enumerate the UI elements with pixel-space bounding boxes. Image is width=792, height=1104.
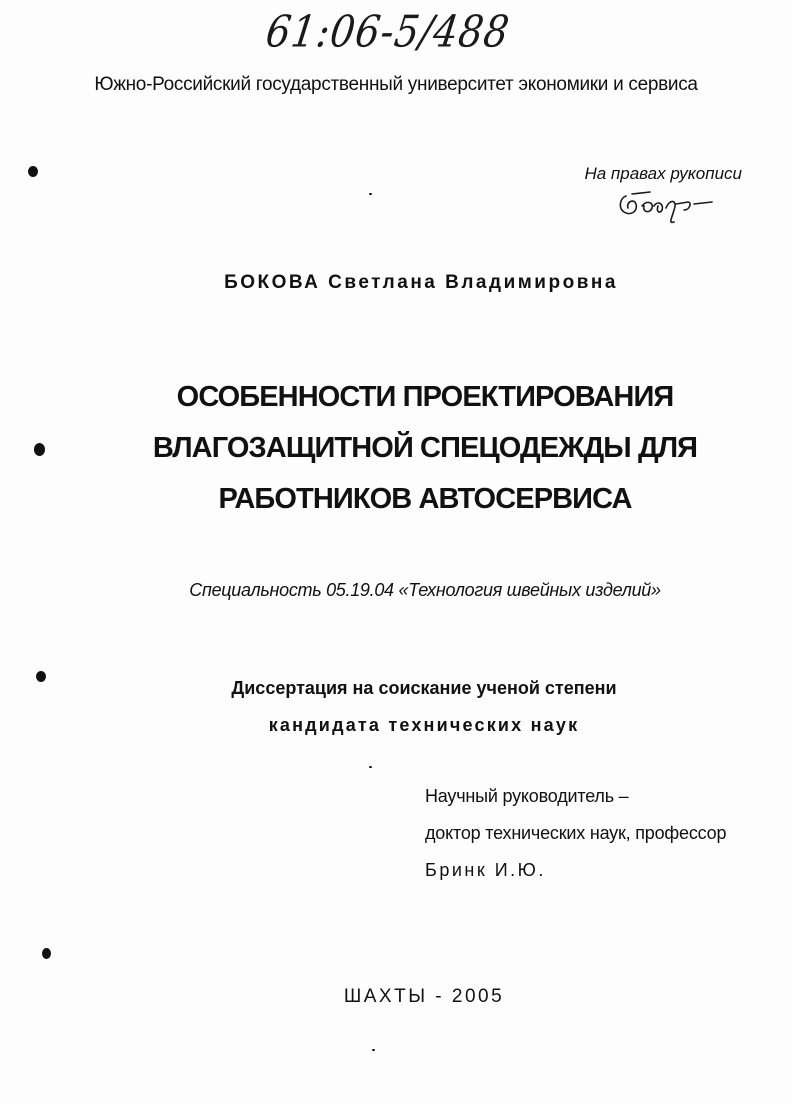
degree-statement (0, 670, 792, 744)
specialty-line: Специальность 05.19.04 «Технология швейных изделий» (189, 580, 661, 600)
title-line: РАБОТНИКОВ АВТОСЕРВИСА (218, 483, 632, 515)
supervisor-block (425, 778, 726, 889)
scan-speck (369, 193, 372, 195)
supervisor-role: Научный руководитель – (425, 786, 629, 806)
supervisor-credentials: доктор технических наук, профессор (425, 823, 727, 843)
degree-line-2: кандидата технических наук (268, 715, 580, 735)
author-signature (612, 184, 722, 237)
city-year: ШАХТЫ - 2005 (343, 986, 505, 1007)
scan-speck (28, 166, 38, 177)
manuscript-rights-note: На правах рукописи (584, 164, 742, 183)
archive-code: 61:06-5/488 (262, 6, 513, 57)
scan-speck (369, 766, 372, 768)
degree-line-1: Диссертация на соискание ученой степени (231, 678, 617, 698)
author-name: БОКОВА Светлана Владимировна (224, 272, 618, 293)
supervisor-name: Бринк И.Ю. (425, 860, 546, 880)
signature-icon (612, 184, 722, 232)
scan-speck (42, 948, 51, 959)
title-line: ОСОБЕННОСТИ ПРОЕКТИРОВАНИЯ (176, 381, 674, 413)
university-name: Южно-Российский государственный университет экономики и сервиса (94, 74, 698, 95)
title-line: ВЛАГОЗАЩИТНОЙ СПЕЦОДЕЖДЫ ДЛЯ (152, 432, 698, 464)
dissertation-title (0, 372, 792, 525)
scan-speck (372, 1049, 375, 1051)
